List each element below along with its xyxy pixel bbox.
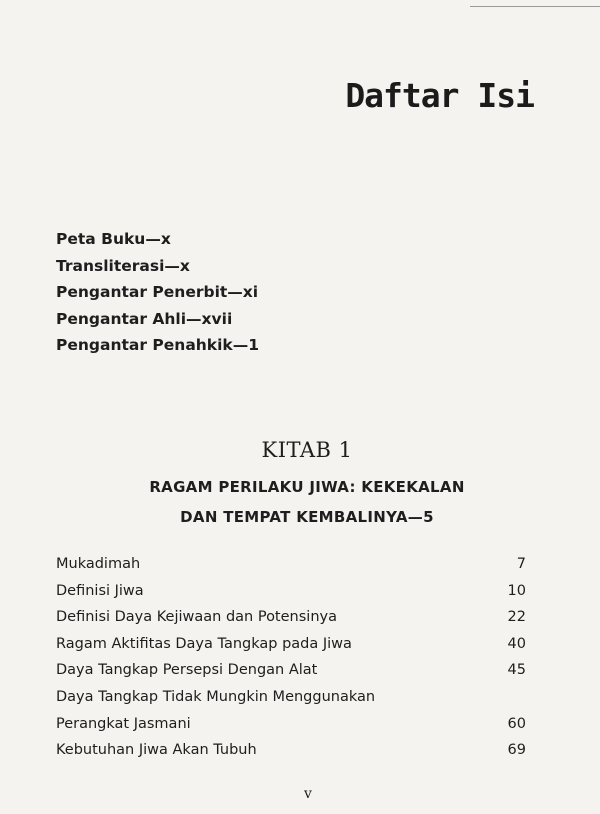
toc-entry [56, 551, 526, 578]
toc-entry [56, 657, 526, 684]
toc-entry-title: Perangkat Jasmani [56, 715, 191, 732]
toc-entry-page: 69 [507, 742, 526, 759]
section-subtitle-line: DAN TEMPAT KEMBALINYA—5 [180, 508, 434, 526]
toc-entry-page: 10 [507, 582, 526, 599]
toc-entry-page: 22 [507, 609, 526, 626]
front-matter-item: Transliterasi—x [56, 256, 190, 275]
toc-entry-title: Definisi Daya Kejiwaan dan Potensinya [56, 609, 337, 626]
toc-entry-title: Mukadimah [56, 556, 141, 572]
toc-list [56, 551, 526, 764]
front-matter-item: Pengantar Penerbit—xi [56, 283, 259, 301]
front-matter-item: Pengantar Ahli—xvii [56, 309, 233, 328]
page-number: v [304, 786, 312, 802]
toc-entry-title: Definisi Jiwa [56, 582, 144, 599]
toc-entry-page: 7 [516, 556, 526, 572]
toc-entry-page: 45 [507, 662, 526, 679]
toc-entry-title: Daya Tangkap Persepsi Dengan Alat [56, 662, 318, 679]
toc-entry-page: 40 [507, 635, 526, 652]
front-matter-item: Pengantar Penahkik—1 [56, 336, 260, 354]
toc-entry-title: Kebutuhan Jiwa Akan Tubuh [56, 742, 257, 759]
top-edge-line [470, 6, 600, 7]
toc-entry [56, 604, 526, 631]
toc-entry [56, 578, 526, 605]
page-title: Daftar Isi [345, 76, 534, 115]
toc-entry-page: 60 [507, 715, 526, 732]
front-matter-list [56, 226, 259, 359]
toc-entry [56, 711, 526, 738]
section-subtitle [0, 472, 600, 532]
toc-entry-title: Ragam Aktifitas Daya Tangkap pada Jiwa [56, 635, 352, 652]
front-matter-item: Peta Buku—x [56, 230, 171, 248]
toc-entry [56, 737, 526, 764]
toc-entry [56, 631, 526, 658]
section-label: KITAB 1 [261, 438, 353, 462]
toc-entry [56, 684, 526, 711]
section-subtitle-line: RAGAM PERILAKU JIWA: KEKEKALAN [149, 478, 465, 496]
toc-entry-title: Daya Tangkap Tidak Mungkin Menggunakan [56, 688, 376, 705]
